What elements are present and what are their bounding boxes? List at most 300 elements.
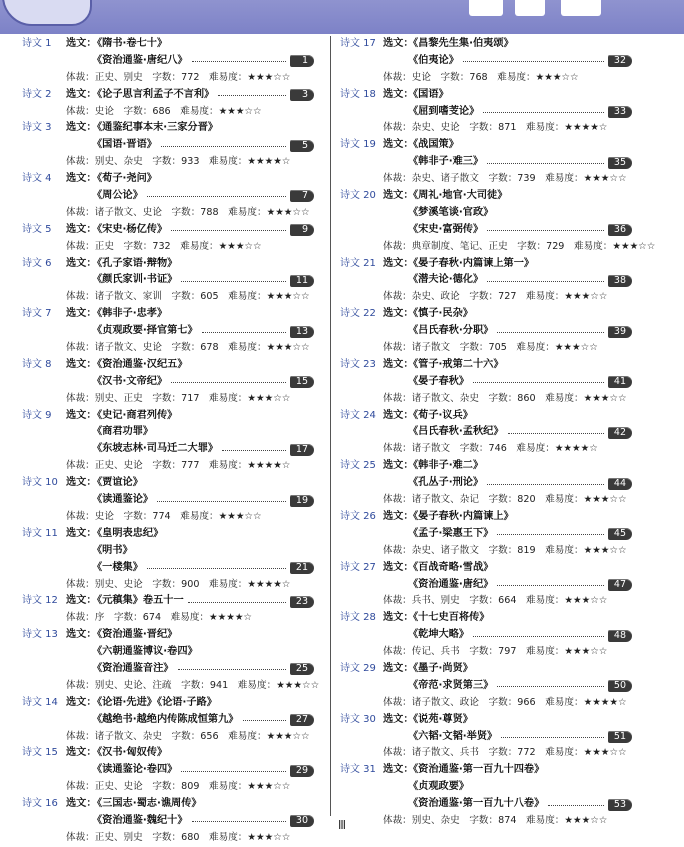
meta-text: 体裁：正史 字数：732 难易度： [66,240,219,252]
page-badge: 5 [290,140,314,152]
dot-leader [548,804,604,806]
toc-line [334,289,674,306]
selection-prefix: 选文： [66,629,97,641]
toc-entry-title[interactable] [92,543,314,560]
entry-label: 诗文 25 [340,460,376,472]
entry-label: 诗文 17 [340,38,376,49]
title-text: 《帝范·求贤第三》 [408,679,494,691]
selection-prefix: 选文： [66,308,97,320]
toc-line [0,137,328,154]
title-text: 《六韬·文韬·举贤》 [408,730,498,742]
entry-label: 诗文 27 [340,561,376,573]
difficulty-stars: ★★★☆☆ [247,781,291,793]
dot-leader [497,533,604,535]
toc-entry-title[interactable] [408,729,632,746]
header-banner [0,0,684,34]
page-badge: 48 [608,630,632,642]
toc-entry-title[interactable] [92,424,314,441]
toc-line [334,577,674,594]
difficulty-stars: ★★★☆☆ [266,291,310,303]
difficulty-stars: ★★★☆☆ [583,544,627,556]
selection-prefix: 选文： [383,88,414,100]
selection-prefix: 选文： [66,257,97,269]
toc-line [334,87,674,104]
toc-line [334,171,674,188]
selection-prefix: 选文： [383,561,414,573]
dot-leader [147,195,286,197]
entry-meta [66,289,310,306]
meta-text: 体裁：序 字数：674 难易度： [66,612,210,624]
toc-entry-title[interactable] [408,222,632,239]
entry-meta [383,171,627,188]
toc-entry-title[interactable] [408,577,632,594]
toc-line [0,830,328,847]
toc-line [334,391,674,408]
title-text: 《论语·先进》《论语·子路》 [92,696,217,708]
page-badge: 30 [290,815,314,827]
toc-line [334,104,674,121]
toc-entry-title[interactable] [408,357,632,374]
toc-entry-title[interactable] [92,796,314,813]
title-text: 《元稹集》卷五十一 [92,595,184,607]
entry-meta [383,644,607,661]
toc-line [0,120,328,137]
toc-entry-title[interactable] [408,526,632,543]
entry-meta [383,239,655,256]
title-text: 《汉书·文帝纪》 [92,375,168,387]
page-badge: 53 [608,799,632,811]
toc-line [0,188,328,205]
toc-entry-title[interactable] [92,87,314,104]
toc-line [334,678,674,695]
selection-prefix: 选文： [383,510,414,522]
meta-text: 体裁：杂史、史论 字数：871 难易度： [383,122,565,134]
toc-entry-title[interactable] [408,796,632,813]
toc-line [334,796,674,813]
toc-entry-title[interactable] [92,36,314,53]
title-text: 《晏子春秋》 [408,375,470,387]
meta-text: 体裁：别史、史论、注疏 字数：941 难易度： [66,679,277,691]
toc-line [334,120,674,137]
toc-line [334,492,674,509]
entry-meta [383,492,627,509]
entry-meta [383,70,579,87]
toc-entry-title[interactable] [408,678,632,695]
dot-leader [188,601,286,603]
toc-entry-title[interactable] [92,137,314,154]
difficulty-stars: ★★★☆☆ [218,105,262,117]
page-number: Ⅲ [337,818,347,832]
toc-line [0,729,328,746]
toc-entry-title[interactable] [92,188,314,205]
entry-meta [66,154,290,171]
entry-label: 诗文 1 [22,38,52,49]
toc-line [334,188,674,205]
toc-entry-title[interactable] [408,560,632,577]
toc-line [334,644,674,661]
toc-entry-title[interactable] [92,644,314,661]
selection-prefix: 选文： [383,358,414,370]
toc-entry-title[interactable] [92,357,314,374]
page-badge: 3 [290,89,314,101]
toc-entry-title[interactable] [92,306,314,323]
entry-label: 诗文 18 [340,88,376,100]
meta-text: 体裁：正史、史论 字数：777 难易度： [66,460,248,472]
title-text: 《晏子春秋·内篇谏上》 [408,510,514,522]
toc-entry-title[interactable] [92,492,314,509]
title-text: 《伯夷论》 [408,54,459,66]
toc-entry-title[interactable] [92,171,314,188]
meta-text: 体裁：别史、杂史 字数：874 难易度： [383,814,565,826]
dot-leader [171,229,286,231]
toc-line [0,441,328,458]
title-text: 《史记·商君列传》 [92,409,178,421]
toc-entry-title[interactable] [408,509,632,526]
dot-leader [487,280,604,282]
meta-text: 体裁：史论 字数：768 难易度： [383,71,536,83]
page-badge: 51 [608,731,632,743]
toc-entry-title[interactable] [92,222,314,239]
meta-text: 体裁：典章制度、笔记、正史 字数：729 难易度： [383,240,613,252]
entry-meta [383,593,607,610]
toc-line [0,222,328,239]
toc-entry-title[interactable] [92,256,314,273]
meta-text: 体裁：别史、史论 字数：900 难易度： [66,578,248,590]
page-badge: 15 [290,376,314,388]
toc-entry-title[interactable] [408,627,632,644]
toc-line [0,239,328,256]
difficulty-stars: ★★★★☆ [209,612,253,624]
toc-line [334,475,674,492]
title-text: 《资治通鉴·第一百九十四卷》 [408,764,545,776]
toc-line [0,644,328,661]
toc-entry-title[interactable] [92,695,314,712]
selection-prefix: 选文： [383,190,414,202]
toc-entry-title[interactable] [408,779,632,796]
toc-entry-title[interactable] [408,661,632,678]
dot-leader [243,719,287,721]
meta-text: 体裁：正史、别史 字数：772 难易度： [66,71,248,83]
difficulty-stars: ★★★★☆ [247,578,291,590]
title-text: 《隋书·卷七十》 [92,38,168,49]
dot-leader [497,685,604,687]
title-text: 《皇明表忠纪》 [92,527,164,539]
toc-entry-title[interactable] [92,441,314,458]
toc-entry-title[interactable] [92,762,314,779]
entry-label: 诗文 10 [22,477,58,489]
entry-label: 诗文 8 [22,358,52,370]
toc-entry-title[interactable] [408,374,632,391]
dot-leader [178,668,287,670]
toc-line [0,36,328,53]
toc-line [0,289,328,306]
toc-entry-title[interactable] [408,610,632,627]
toc-line [0,374,328,391]
entry-label: 诗文 12 [22,595,58,607]
difficulty-stars: ★★★☆☆ [266,206,310,218]
dot-leader [487,162,604,164]
entry-label: 诗文 31 [340,764,376,776]
toc-line [0,560,328,577]
dot-leader [218,94,286,96]
page-badge: 13 [290,326,314,338]
entry-meta [383,289,607,306]
entry-meta [383,120,607,137]
title-text: 《屈到嗜芰论》 [408,105,480,117]
entry-label: 诗文 15 [22,747,58,759]
entry-label: 诗文 14 [22,696,58,708]
dot-leader [497,331,604,333]
page-badge: 39 [608,326,632,338]
toc-entry-title[interactable] [92,53,314,70]
page-badge: 44 [608,478,632,490]
difficulty-stars: ★★★☆☆ [583,747,627,759]
toc-line [334,509,674,526]
entry-meta [383,745,627,762]
toc-line [0,627,328,644]
difficulty-stars: ★★★☆☆ [247,392,291,404]
toc-entry-title[interactable] [92,475,314,492]
meta-text: 体裁：别史、正史 字数：717 难易度： [66,392,248,404]
toc-entry-title[interactable] [408,458,632,475]
selection-prefix: 选文： [383,460,414,472]
toc-line [0,104,328,121]
entry-label: 诗文 21 [340,257,376,269]
entry-meta [66,779,290,796]
toc-column-right [334,36,674,830]
selection-prefix: 选文： [383,38,414,49]
difficulty-stars: ★★★☆☆ [612,240,656,252]
toc-line [334,458,674,475]
toc-entry-title[interactable] [408,762,632,779]
toc-line [334,70,674,87]
title-text: 《贾谊论》 [92,477,143,489]
toc-entry-title[interactable] [408,712,632,729]
title-text: 《孔子家语·辩物》 [92,257,178,269]
toc-entry-title[interactable] [408,87,632,104]
toc-line [334,695,674,712]
toc-entry-title[interactable] [92,560,314,577]
title-text: 《墨子·尚贤》 [408,662,473,674]
dot-leader [161,145,286,147]
selection-prefix: 选文： [66,358,97,370]
selection-prefix: 选文： [383,257,414,269]
toc-entry-title[interactable] [408,475,632,492]
title-text: 《越绝书·越绝内传陈成恒第九》 [92,713,239,725]
title-text: 《资治通鉴·唐纪》 [408,578,494,590]
difficulty-stars: ★★★☆☆ [583,494,627,506]
entry-label: 诗文 6 [22,257,52,269]
toc-line [0,526,328,543]
toc-line [0,577,328,594]
toc-line [334,526,674,543]
dot-leader [192,60,286,62]
toc-line [0,205,328,222]
difficulty-stars: ★★★☆☆ [564,814,608,826]
toc-line [0,458,328,475]
difficulty-stars: ★★★☆☆ [564,595,608,607]
toc-entry-title[interactable] [92,593,314,610]
entry-label: 诗文 13 [22,629,58,641]
title-text: 《贞观政要》 [408,781,470,793]
meta-text: 体裁：史论 字数：686 难易度： [66,105,219,117]
toc-line [334,323,674,340]
meta-text: 体裁：诸子散文、政论 字数：966 难易度： [383,696,584,708]
toc-entry-title[interactable] [408,424,632,441]
selection-prefix: 选文： [383,139,414,151]
page-badge: 1 [290,55,314,67]
difficulty-stars: ★★★☆☆ [266,342,310,354]
title-text: 《晏子春秋·内篇谏上第一》 [408,257,535,269]
page-badge: 45 [608,528,632,540]
dot-leader [222,449,286,451]
page-badge: 21 [290,562,314,574]
dot-leader [171,381,286,383]
toc-entry-title[interactable] [92,526,314,543]
entry-label: 诗文 16 [22,798,58,810]
toc-entry-title[interactable] [408,272,632,289]
entry-meta [383,441,598,458]
toc-line [0,475,328,492]
difficulty-stars: ★★★★☆ [247,460,291,472]
difficulty-stars: ★★★☆☆ [247,831,291,843]
banner-title-graphic [469,0,629,22]
toc-entry-title[interactable] [408,408,632,425]
toc-line [0,306,328,323]
meta-text: 体裁：诸子散文 字数：746 难易度： [383,443,555,455]
selection-prefix: 选文： [66,747,97,759]
title-text: 《十七史百将传》 [408,612,490,624]
selection-prefix: 选文： [66,595,97,607]
entry-meta [383,340,598,357]
entry-meta [66,458,290,475]
meta-text: 体裁：正史、别史 字数：680 难易度： [66,831,248,843]
selection-prefix: 选文： [66,477,97,489]
selection-prefix: 选文： [383,409,414,421]
entry-meta [383,543,627,560]
toc-line [0,779,328,796]
toc-entry-title[interactable] [92,323,314,340]
toc-line [0,509,328,526]
meta-text: 体裁：正史、史论 字数：809 难易度： [66,781,248,793]
title-text: 《战国策》 [408,139,459,151]
title-text: 《孟子·梁惠王下》 [408,527,494,539]
entry-meta [66,678,319,695]
toc-line [0,543,328,560]
toc-line [0,87,328,104]
difficulty-stars: ★★★☆☆ [247,71,291,83]
toc-line [334,610,674,627]
dot-leader [483,111,604,113]
entry-label: 诗文 19 [340,139,376,151]
difficulty-stars: ★★★☆☆ [583,392,627,404]
toc-line [0,492,328,509]
entry-meta [66,391,290,408]
toc-line [0,610,328,627]
difficulty-stars: ★★★★☆ [554,443,598,455]
dot-leader [487,229,604,231]
toc-line [0,661,328,678]
toc-entry-title[interactable] [92,661,314,678]
toc-entry-title[interactable] [408,36,632,53]
dot-leader [487,483,604,485]
toc-entry-title[interactable] [92,408,314,425]
toc-line [334,36,674,53]
page-badge: 29 [290,765,314,777]
page-badge: 47 [608,579,632,591]
toc-entry-title[interactable] [92,120,314,137]
toc-entry-title[interactable] [408,323,632,340]
entry-label: 诗文 2 [22,88,52,100]
entry-label: 诗文 7 [22,308,52,320]
toc-line [0,593,328,610]
toc-line [0,695,328,712]
toc-entry-title[interactable] [408,256,632,273]
toc-line [334,424,674,441]
entry-label: 诗文 23 [340,358,376,370]
toc-line [0,323,328,340]
selection-prefix: 选文： [66,122,97,134]
title-text: 《韩非子·难二》 [408,460,484,472]
toc-line [334,137,674,154]
toc-line [334,661,674,678]
selection-prefix: 选文： [383,662,414,674]
toc-entry-title[interactable] [92,745,314,762]
dot-leader [501,736,604,738]
page-badge: 17 [290,444,314,456]
toc-entry-title[interactable] [408,306,632,323]
toc-entry-title[interactable] [92,712,314,729]
page-badge: 11 [290,275,314,287]
page-badge: 9 [290,224,314,236]
toc-entry-title[interactable] [92,627,314,644]
title-text: 《资治通鉴·晋纪》 [92,629,178,641]
toc-entry-title[interactable] [92,374,314,391]
page-badge: 41 [608,376,632,388]
toc-line [0,745,328,762]
title-text: 《六朝通鉴博议·卷四》 [92,646,198,658]
entry-label: 诗文 5 [22,223,52,235]
selection-prefix: 选文： [66,696,97,708]
difficulty-stars: ★★★☆☆ [535,71,579,83]
toc-entry-title[interactable] [408,137,632,154]
toc-line [334,272,674,289]
meta-text: 体裁：诸子散文、兵书 字数：772 难易度： [383,747,584,759]
selection-prefix: 选文： [66,409,97,421]
toc-entry-title[interactable] [92,272,314,289]
toc-entry-title[interactable] [408,188,632,205]
title-text: 《读通鉴论》 [92,494,154,506]
entry-label: 诗文 11 [22,527,58,539]
difficulty-stars: ★★★☆☆ [218,510,262,522]
title-text: 《一楼集》 [92,561,143,573]
title-text: 《宋史·杨亿传》 [92,223,168,235]
toc-entry-title[interactable] [408,154,632,171]
title-text: 《资治通鉴·第一百九十八卷》 [408,798,545,810]
selection-prefix: 选文： [383,713,414,725]
toc-entry-title[interactable] [408,53,632,70]
toc-line [334,543,674,560]
title-text: 《韩非子·忠孝》 [92,308,168,320]
toc-line [334,408,674,425]
toc-entry-title[interactable] [408,205,632,222]
toc-line [0,357,328,374]
toc-line [0,678,328,695]
difficulty-stars: ★★★☆☆ [583,173,627,185]
title-text: 《昌黎先生集·伯夷颂》 [408,38,514,49]
meta-text: 体裁：传记、兵书 字数：797 难易度： [383,646,565,658]
toc-entry-title[interactable] [408,104,632,121]
